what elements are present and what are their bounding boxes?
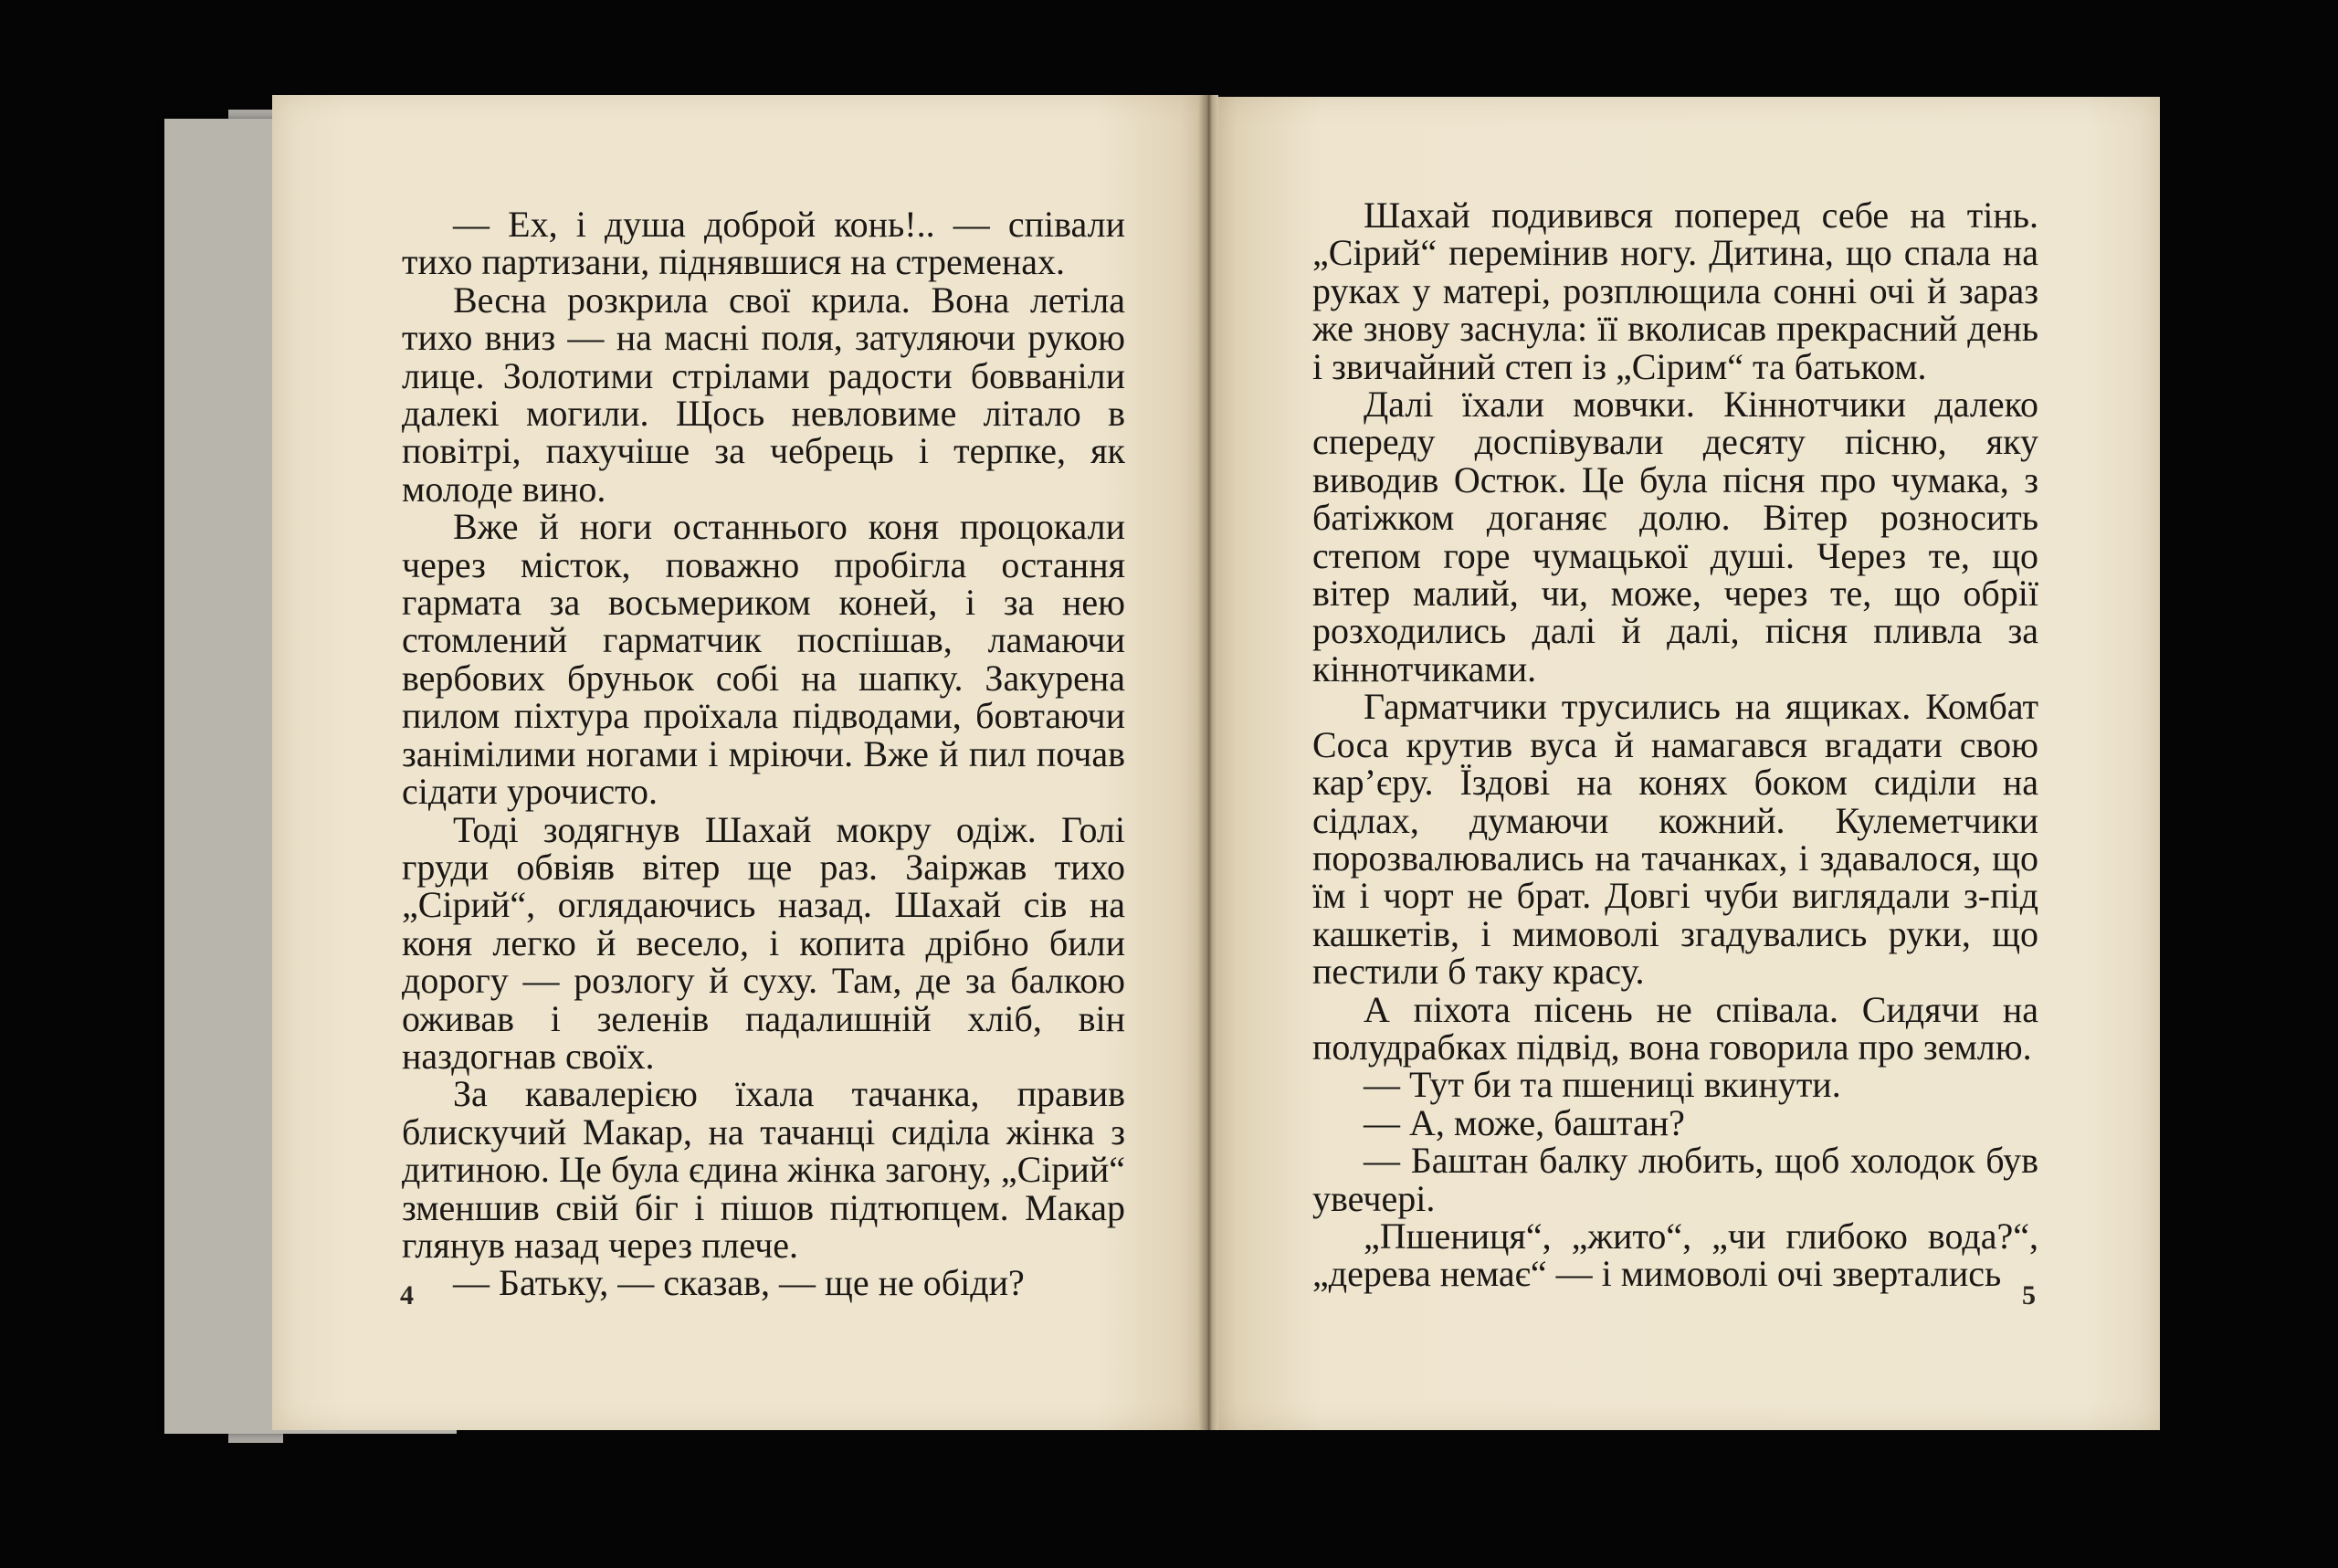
left-page-text bbox=[402, 205, 1125, 1302]
paragraph: Гарматчики трусились на ящиках. Комбат Соса крутив вуса й намагався вгадати свою кар’єру. Їздові на конях боком сиділи на сідлах, думаючи кожний. Кулеметчики порозвалювались на тачанках, і здавалося, що їм і чорт не брат. Довгі чуби виглядали з-під кашкетів, і мимоволі згадувались руки, що пестили б таку красу. bbox=[1312, 686, 2038, 993]
paragraph: — Ех, і душа доброй конь!.. — співали тихо партизани, піднявшися на стременах. bbox=[402, 204, 1125, 283]
paragraph: — Батьку, — сказав, — ще не обіди? bbox=[453, 1262, 1025, 1304]
right-page-text bbox=[1312, 196, 2038, 1293]
book-gutter bbox=[1198, 95, 1218, 1430]
paragraph: „Пшениця“, „жито“, „чи глибоко вода?“, „дерева немає“ — і мимоволі очі звертались bbox=[1312, 1215, 2038, 1295]
paragraph: — Баштан балку любить, щоб холодок був увечері. bbox=[1312, 1140, 2038, 1219]
paragraph: — Тут би та пшениці вкинути. bbox=[1364, 1064, 1841, 1106]
left-page-number: 4 bbox=[400, 1280, 414, 1310]
paragraph: — А, може, баштан? bbox=[1364, 1101, 1685, 1143]
paragraph: Вже й ноги останнього коня процокали через місток, поважно пробігла остання гармата за восьмериком коней, і за нею стомлений гарматчик поспішав, ламаючи вербових бруньок собі на шапку. Закурена пилом піхтура проїхала підводами, бовтаючи занімілими ногами і мріючи. Вже й пил почав сідати урочисто. bbox=[402, 506, 1125, 813]
paragraph: Весна розкрила свої крила. Вона летіла тихо вниз — на масні поля, затуляючи рукою лице. Золотими стрілами радости бовваніли далекі могили. Щось невловиме літало в повітрі, пахучіше за чебрець і терпке, як молоде вино. bbox=[402, 279, 1125, 510]
paragraph: Далі їхали мовчки. Кіннотчики далеко спереду доспівували десяту пісню, яку виводив Остюк. Це була пісня про чумака, з батіжком доганяє долю. Вітер розносить степом горе чумацької душі. Через те, що вітер малий, чи, може, через те, що обрії розходились далі й далі, пісня пливла за кіннотчиками. bbox=[1312, 384, 2038, 689]
paragraph: Шахай подивився поперед себе на тінь. „Сірий“ перемінив ногу. Дитина, що спала на руках у матері, розплющила сонні очі й зараз же знову заснула: її вколисав прекрасний день і звичайний степ із „Сірим“ та батьком. bbox=[1312, 195, 2038, 387]
paragraph: Тоді зодягнув Шахай мокру одіж. Голі груди обвіяв вітер ще раз. Заіржав тихо „Сірий“, оглядаючись назад. Шахай сів на коня легко й весело, і копита дрібно били дорогу — розлогу й суху. Там, де за балкою оживав і зеленів падалишній хліб, він наздогнав своїх. bbox=[402, 808, 1125, 1077]
paragraph: За кавалерією їхала тачанка, правив блискучий Макар, на тачанці сиділа жінка з дитиною. Це була єдина жінка загону, „Сірий“ зменшив свій біг і пішов підтюпцем. Макар глянув назад через плече. bbox=[402, 1073, 1125, 1266]
paragraph: А піхота пісень не співала. Сидячи на полудрабках підвід, вона говорила про землю. bbox=[1312, 988, 2038, 1068]
right-page-number: 5 bbox=[2022, 1280, 2036, 1310]
